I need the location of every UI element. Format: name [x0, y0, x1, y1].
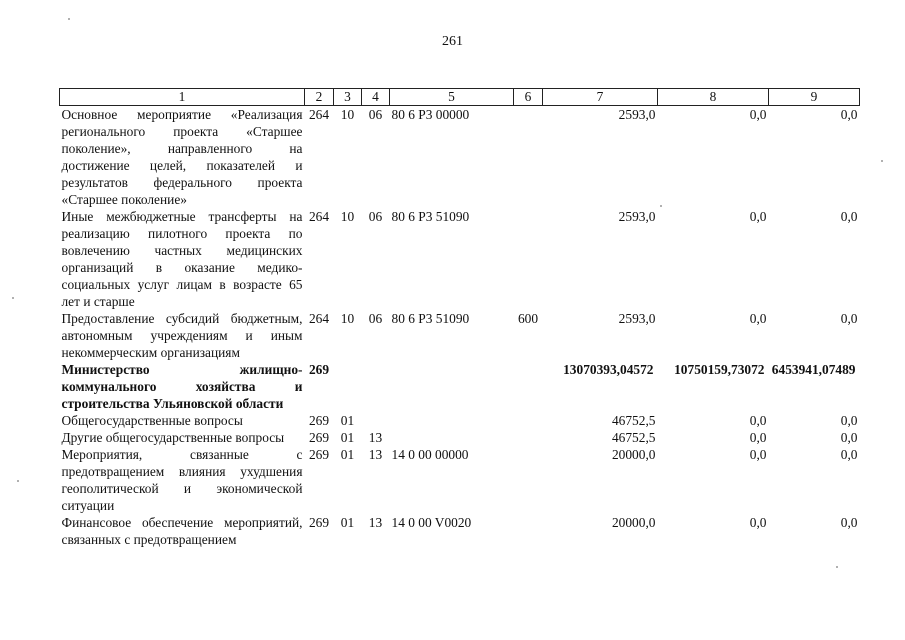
row-amount-col7: 2593,0 [618, 209, 656, 224]
scan-speck [68, 18, 70, 20]
row-ministry-code: 269 [308, 515, 330, 530]
row-amount-col7: 2593,0 [618, 107, 656, 122]
row-amount-col8: 0,0 [749, 107, 767, 122]
row-section: 01 [340, 515, 355, 530]
table-row [60, 208, 860, 310]
row-name: Финансовое обеспечение мероприятий, связанных с предотвращением [61, 515, 303, 547]
row-expense-type [514, 429, 543, 446]
row-target-article: 80 6 Р3 00000 [391, 107, 470, 122]
row-amount-col8: 0,0 [749, 209, 767, 224]
table-body [60, 106, 860, 549]
row-target-article: 80 6 Р3 51090 [391, 209, 470, 224]
row-amount-col9: 0,0 [840, 413, 858, 428]
row-expense-type [514, 514, 543, 548]
header-cell-7: 7 [543, 89, 658, 106]
row-ministry-code: 269 [308, 413, 330, 428]
row-name: Основное мероприятие «Реализация регионального проекта «Старшее поколение», направленного на достижение целей, показателей и результатов федерального проекта «Старшее поколение» [61, 107, 303, 207]
row-amount-col9: 0,0 [840, 107, 858, 122]
row-amount-col9: 0,0 [840, 311, 858, 326]
row-ministry-code: 264 [308, 107, 330, 122]
row-subsection [362, 361, 390, 412]
row-target-article [390, 412, 514, 429]
row-subsection [362, 412, 390, 429]
row-section: 01 [340, 430, 355, 445]
row-subsection: 13 [368, 515, 383, 530]
table-row [60, 514, 860, 548]
row-amount-col9: 0,0 [840, 515, 858, 530]
header-cell-8: 8 [658, 89, 769, 106]
row-name: Иные межбюджетные трансферты на реализацию пилотного проекта по вовлечению частных медицинских организаций в оказание медико-социальных услуг лицам в возрасте 65 лет и старше [61, 209, 303, 309]
row-amount-col9: 0,0 [840, 430, 858, 445]
row-section: 10 [340, 209, 355, 224]
row-expense-type [514, 106, 543, 209]
row-section: 01 [340, 413, 355, 428]
row-amount-col8: 0,0 [749, 413, 767, 428]
header-cell-1: 1 [60, 89, 305, 106]
table-row [60, 361, 860, 412]
row-amount-col8: 0,0 [749, 447, 767, 462]
row-ministry-code: 269 [308, 362, 330, 377]
row-amount-col8: 0,0 [749, 515, 767, 530]
row-ministry-code: 269 [308, 447, 330, 462]
row-amount-col8: 0,0 [749, 430, 767, 445]
row-amount-col8: 0,0 [749, 311, 767, 326]
row-name: Министерство жилищно-коммунального хозяйства и строительства Ульяновской области [61, 362, 303, 411]
row-target-article: 80 6 Р3 51090 [391, 311, 470, 326]
scan-speck [660, 205, 662, 207]
header-cell-5: 5 [390, 89, 514, 106]
scan-speck [12, 297, 14, 299]
row-amount-col7: 20000,0 [611, 515, 656, 530]
row-section: 10 [340, 107, 355, 122]
header-cell-6: 6 [514, 89, 543, 106]
row-name: Мероприятия, связанные с предотвращением влияния ухудшения геополитической и экономической ситуации [61, 447, 303, 513]
table-row [60, 429, 860, 446]
row-section: 01 [340, 447, 355, 462]
row-amount-col8: 10750159,73072 [674, 362, 765, 377]
row-amount-col9: 0,0 [840, 209, 858, 224]
row-amount-col7: 46752,5 [611, 430, 656, 445]
row-subsection: 13 [368, 447, 383, 462]
table-header [60, 89, 860, 106]
row-amount-col7: 2593,0 [618, 311, 656, 326]
row-expense-type [514, 208, 543, 310]
row-amount-col7: 20000,0 [611, 447, 656, 462]
row-ministry-code: 269 [308, 430, 330, 445]
row-name: Общегосударственные вопросы [61, 413, 243, 428]
table-row [60, 446, 860, 514]
page-number: 261 [442, 34, 463, 49]
row-subsection: 13 [368, 430, 383, 445]
row-section: 10 [340, 311, 355, 326]
scan-speck [836, 566, 838, 568]
row-subsection: 06 [368, 311, 383, 326]
table-row [60, 106, 860, 209]
row-amount-col9: 6453941,07489 [771, 362, 856, 377]
row-target-article [390, 429, 514, 446]
row-section [334, 361, 362, 412]
budget-table [59, 88, 860, 548]
row-amount-col7: 46752,5 [611, 413, 656, 428]
header-cell-2: 2 [305, 89, 334, 106]
row-ministry-code: 264 [308, 311, 330, 326]
row-subsection: 06 [368, 107, 383, 122]
row-name: Предоставление субсидий бюджетным, автономным учреждениям и иным некоммерческим организациям [61, 311, 303, 360]
row-expense-type: 600 [517, 311, 539, 326]
header-cell-9: 9 [769, 89, 860, 106]
row-target-article [390, 361, 514, 412]
row-subsection: 06 [368, 209, 383, 224]
scan-speck [17, 480, 19, 482]
header-cell-4: 4 [362, 89, 390, 106]
row-target-article: 14 0 00 V0020 [391, 515, 472, 530]
row-expense-type [514, 412, 543, 429]
header-cell-3: 3 [334, 89, 362, 106]
scan-speck [881, 160, 883, 162]
row-expense-type [514, 361, 543, 412]
row-expense-type [514, 446, 543, 514]
row-ministry-code: 264 [308, 209, 330, 224]
row-amount-col7: 13070393,04572 [563, 362, 654, 377]
row-amount-col9: 0,0 [840, 447, 858, 462]
row-target-article: 14 0 00 00000 [391, 447, 469, 462]
table-row [60, 412, 860, 429]
table-row [60, 310, 860, 361]
row-name: Другие общегосударственные вопросы [61, 430, 285, 445]
